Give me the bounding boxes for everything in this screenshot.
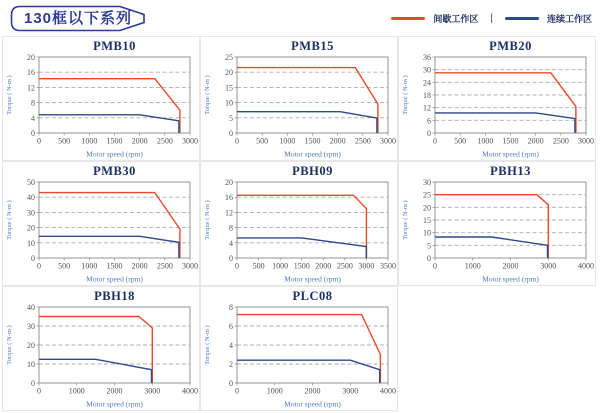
x-tick-label: 1500 bbox=[106, 136, 123, 146]
series-continuous-line bbox=[39, 236, 179, 258]
x-tick-label: 2500 bbox=[336, 261, 353, 271]
y-tick-label: 10 bbox=[423, 228, 431, 238]
x-tick-label: 0 bbox=[235, 261, 239, 271]
empty-panel bbox=[398, 286, 596, 411]
y-tick-label: 15 bbox=[225, 83, 233, 93]
chart-pmb20 bbox=[399, 37, 595, 160]
y-tick-label: 8 bbox=[229, 303, 233, 312]
y-axis-label: Torque ( N-m ) bbox=[6, 325, 13, 365]
legend-line-continuous-icon bbox=[505, 17, 539, 20]
x-tick-label: 1000 bbox=[477, 136, 494, 146]
y-tick-label: 2 bbox=[229, 360, 233, 369]
x-tick-label: 1000 bbox=[68, 386, 85, 396]
x-axis-label: Motor speed (rpm) bbox=[284, 149, 341, 159]
y-tick-label: 0 bbox=[229, 254, 233, 263]
x-tick-label: 2500 bbox=[156, 261, 173, 271]
y-tick-label: 36 bbox=[423, 53, 431, 62]
y-axis-label: Torque ( N-m ) bbox=[402, 75, 409, 115]
y-tick-label: 18 bbox=[423, 91, 431, 100]
series-continuous-line bbox=[435, 113, 575, 133]
legend bbox=[391, 12, 592, 25]
x-tick-label: 3000 bbox=[358, 261, 375, 271]
y-tick-label: 0 bbox=[229, 379, 233, 388]
chart-pbh18 bbox=[3, 287, 199, 410]
y-tick-label: 0 bbox=[31, 254, 35, 263]
y-tick-label: 4 bbox=[31, 113, 35, 123]
x-tick-label: 0 bbox=[235, 136, 239, 146]
legend-line-intermittent-icon bbox=[391, 17, 425, 20]
x-tick-label: 4000 bbox=[182, 386, 198, 396]
y-axis-label: Torque ( N-m ) bbox=[204, 200, 211, 240]
y-tick-label: 30 bbox=[27, 208, 35, 218]
x-tick-label: 0 bbox=[37, 261, 41, 271]
x-tick-label: 4000 bbox=[380, 386, 396, 396]
x-tick-label: 1000 bbox=[81, 261, 98, 271]
x-tick-label: 3500 bbox=[380, 261, 396, 271]
x-tick-label: 3000 bbox=[144, 386, 161, 396]
chart-panel-pmb15 bbox=[200, 36, 398, 161]
x-tick-label: 500 bbox=[454, 136, 467, 146]
x-tick-label: 500 bbox=[252, 261, 265, 271]
x-tick-label: 1000 bbox=[81, 136, 98, 146]
x-tick-label: 500 bbox=[58, 136, 71, 146]
chart-panel-pmb10 bbox=[2, 36, 200, 161]
y-axis-label: Torque ( N-m ) bbox=[402, 200, 409, 240]
y-tick-label: 50 bbox=[27, 178, 35, 187]
y-tick-label: 20 bbox=[225, 178, 233, 187]
series-continuous-line bbox=[39, 359, 152, 383]
chart-title: PBH09 bbox=[292, 164, 333, 178]
x-tick-label: 3000 bbox=[578, 136, 594, 146]
x-tick-label: 1500 bbox=[293, 261, 310, 271]
x-tick-label: 1000 bbox=[272, 261, 289, 271]
series-intermittent-line bbox=[435, 195, 548, 258]
x-tick-label: 500 bbox=[256, 136, 269, 146]
y-tick-label: 0 bbox=[427, 254, 431, 263]
y-tick-label: 6 bbox=[427, 116, 431, 126]
chart-pmb15 bbox=[201, 37, 397, 160]
x-axis-label: Motor speed (rpm) bbox=[86, 149, 143, 159]
x-tick-label: 2000 bbox=[131, 261, 148, 271]
y-tick-label: 8 bbox=[229, 223, 233, 233]
series-intermittent-line bbox=[435, 73, 576, 133]
chart-title: PMB15 bbox=[291, 39, 334, 53]
x-tick-label: 3000 bbox=[182, 136, 198, 146]
x-tick-label: 2000 bbox=[106, 386, 123, 396]
chart-grid bbox=[2, 36, 596, 411]
x-tick-label: 1500 bbox=[304, 136, 321, 146]
y-tick-label: 5 bbox=[427, 241, 431, 251]
y-tick-label: 40 bbox=[27, 303, 35, 312]
y-tick-label: 8 bbox=[31, 98, 35, 108]
y-tick-label: 4 bbox=[229, 238, 233, 248]
chart-panel-pbh09 bbox=[200, 161, 398, 286]
chart-title: PMB20 bbox=[489, 39, 532, 53]
y-axis-label: Torque ( N-m ) bbox=[204, 325, 211, 365]
y-tick-label: 20 bbox=[27, 341, 35, 350]
x-tick-label: 2500 bbox=[156, 136, 173, 146]
x-tick-label: 0 bbox=[433, 136, 437, 146]
y-tick-label: 12 bbox=[423, 103, 431, 113]
series-intermittent-line bbox=[39, 193, 180, 258]
plot-border bbox=[39, 182, 190, 258]
legend-label-intermittent: 间歇工作区 bbox=[433, 13, 479, 24]
y-tick-label: 12 bbox=[27, 83, 35, 93]
y-tick-label: 0 bbox=[229, 129, 233, 138]
x-tick-label: 1000 bbox=[279, 136, 296, 146]
chart-title: PMB30 bbox=[93, 164, 136, 178]
y-tick-label: 20 bbox=[225, 68, 233, 78]
chart-panel-pmb30 bbox=[2, 161, 200, 286]
y-tick-label: 5 bbox=[229, 113, 233, 123]
y-tick-label: 30 bbox=[423, 178, 431, 187]
legend-separator: | bbox=[490, 12, 493, 24]
series-title-box bbox=[10, 5, 146, 32]
series-intermittent-line bbox=[39, 317, 152, 384]
y-tick-label: 40 bbox=[27, 193, 35, 203]
x-tick-label: 3000 bbox=[540, 261, 557, 271]
x-tick-label: 1000 bbox=[266, 386, 283, 396]
x-axis-label: Motor speed (rpm) bbox=[86, 399, 143, 409]
y-tick-label: 20 bbox=[27, 53, 35, 62]
chart-panel-pbh13 bbox=[398, 161, 596, 286]
y-tick-label: 0 bbox=[427, 129, 431, 138]
y-tick-label: 30 bbox=[423, 65, 431, 75]
series-intermittent-line bbox=[237, 68, 378, 133]
chart-panel-pbh18 bbox=[2, 286, 200, 411]
y-tick-label: 4 bbox=[229, 341, 233, 350]
series-continuous-line bbox=[237, 112, 377, 133]
y-tick-label: 10 bbox=[27, 238, 35, 248]
chart-title: PBH13 bbox=[490, 164, 531, 178]
x-axis-label: Motor speed (rpm) bbox=[284, 274, 341, 284]
series-continuous-line bbox=[237, 238, 366, 258]
x-tick-label: 2000 bbox=[131, 136, 148, 146]
x-axis-label: Motor speed (rpm) bbox=[284, 399, 341, 409]
x-tick-label: 2000 bbox=[315, 261, 332, 271]
y-tick-label: 30 bbox=[27, 322, 35, 331]
series-intermittent-line bbox=[237, 315, 380, 383]
x-tick-label: 1500 bbox=[502, 136, 519, 146]
x-tick-label: 0 bbox=[37, 386, 41, 396]
y-tick-label: 6 bbox=[229, 322, 233, 331]
x-tick-label: 4000 bbox=[578, 261, 594, 271]
y-tick-label: 24 bbox=[423, 78, 431, 88]
x-tick-label: 2500 bbox=[552, 136, 569, 146]
x-tick-label: 500 bbox=[58, 261, 71, 271]
y-tick-label: 25 bbox=[225, 53, 233, 62]
x-tick-label: 2000 bbox=[304, 386, 321, 396]
legend-label-continuous: 连续工作区 bbox=[546, 13, 592, 24]
y-tick-label: 16 bbox=[27, 68, 35, 78]
y-tick-label: 12 bbox=[225, 208, 233, 218]
y-tick-label: 15 bbox=[423, 216, 431, 225]
x-tick-label: 2000 bbox=[502, 261, 519, 271]
x-tick-label: 0 bbox=[235, 386, 239, 396]
y-tick-label: 25 bbox=[423, 190, 431, 200]
y-tick-label: 0 bbox=[31, 129, 35, 138]
x-tick-label: 0 bbox=[37, 136, 41, 146]
chart-pbh13 bbox=[399, 162, 595, 285]
chart-panel-pmb20 bbox=[398, 36, 596, 161]
x-tick-label: 3000 bbox=[380, 136, 396, 146]
plot-border bbox=[237, 57, 388, 133]
chart-pbh09 bbox=[201, 162, 397, 285]
y-tick-label: 20 bbox=[27, 223, 35, 233]
y-axis-label: Torque ( N-m ) bbox=[6, 200, 13, 240]
y-tick-label: 20 bbox=[423, 203, 431, 213]
x-axis-label: Motor speed (rpm) bbox=[86, 274, 143, 284]
x-axis-label: Motor speed (rpm) bbox=[482, 149, 539, 159]
y-tick-label: 10 bbox=[225, 98, 233, 108]
header-bar bbox=[0, 0, 600, 36]
y-tick-label: 16 bbox=[225, 193, 233, 203]
chart-panel-plc08 bbox=[200, 286, 398, 411]
y-tick-label: 0 bbox=[31, 379, 35, 388]
chart-title: PLC08 bbox=[292, 289, 333, 303]
page-title: 130框以下系列 bbox=[23, 9, 133, 27]
chart-title: PBH18 bbox=[94, 289, 135, 303]
x-tick-label: 1000 bbox=[464, 261, 481, 271]
x-tick-label: 3000 bbox=[342, 386, 359, 396]
y-tick-label: 10 bbox=[27, 360, 35, 369]
x-tick-label: 2000 bbox=[527, 136, 544, 146]
series-intermittent-line bbox=[237, 195, 366, 258]
series-continuous-line bbox=[435, 237, 548, 258]
series-intermittent-line bbox=[39, 79, 180, 133]
x-tick-label: 2000 bbox=[329, 136, 346, 146]
x-tick-label: 0 bbox=[433, 261, 437, 271]
y-axis-label: Torque ( N-m ) bbox=[6, 75, 13, 115]
chart-pmb10 bbox=[3, 37, 199, 160]
x-tick-label: 3000 bbox=[182, 261, 198, 271]
chart-plc08 bbox=[201, 287, 397, 410]
chart-title: PMB10 bbox=[93, 39, 136, 53]
x-axis-label: Motor speed (rpm) bbox=[482, 274, 539, 284]
y-axis-label: Torque ( N-m ) bbox=[204, 75, 211, 115]
x-tick-label: 2500 bbox=[354, 136, 371, 146]
x-tick-label: 1500 bbox=[106, 261, 123, 271]
chart-pmb30 bbox=[3, 162, 199, 285]
